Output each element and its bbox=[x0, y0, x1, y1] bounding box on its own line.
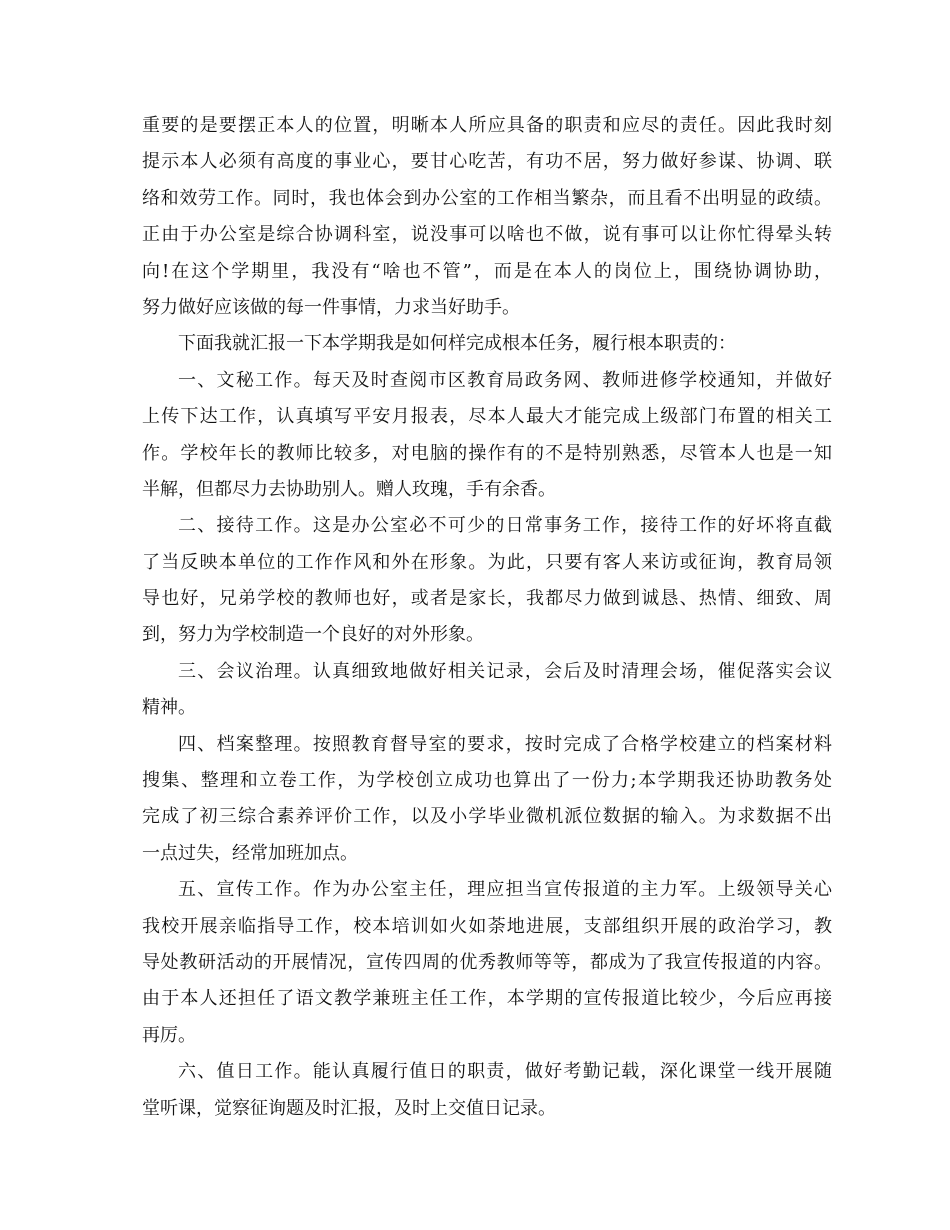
text-line: 到，努力为学校制造一个良好的对外形象。 bbox=[142, 624, 484, 646]
paragraph bbox=[142, 1054, 832, 1127]
text-line: 三、会议治理。认真细致地做好相关记录，会后及时清理会场，催促落实会议 bbox=[178, 660, 832, 682]
text-line: 正由于办公室是综合协调科室，说没事可以啥也不做，说有事可以让你忙得晕头转 bbox=[142, 224, 832, 246]
text-line: 半解，但都尽力去协助别人。赠人玫瑰，手有余香。 bbox=[142, 478, 556, 500]
text-line: 导处教研活动的开展情况，宣传四周的优秀教师等等，都成为了我宣传报道的内容。 bbox=[142, 951, 832, 973]
text-line: 努力做好应该做的每一件事情，力求当好助手。 bbox=[142, 296, 520, 318]
text-line: 搜集、整理和立卷工作，为学校创立成功也算出了一份力;本学期我还协助教务处 bbox=[142, 770, 832, 792]
paragraph bbox=[142, 654, 832, 727]
text-line: 作。学校年长的教师比较多，对电脑的操作有的不是特别熟悉，尽管本人也是一知 bbox=[142, 442, 832, 464]
text-line: 我校开展亲临指导工作，校本培训如火如荼地进展，支部组织开展的政治学习，教 bbox=[142, 915, 832, 937]
paragraph bbox=[142, 872, 832, 1054]
text-line: 向!在这个学期里，我没有“啥也不管”，而是在本人的岗位上，围绕协调协助， bbox=[142, 260, 832, 282]
text-line: 六、值日工作。能认真履行值日的职责，做好考勤记载，深化课堂一线开展随 bbox=[178, 1061, 832, 1083]
text-line: 一点过失，经常加班加点。 bbox=[142, 842, 358, 864]
text-line: 上传下达工作，认真填写平安月报表，尽本人最大才能完成上级部门布置的相关工 bbox=[142, 406, 832, 428]
text-line: 完成了初三综合素养评价工作，以及小学毕业微机派位数据的输入。为求数据不出 bbox=[142, 806, 832, 828]
text-line: 由于本人还担任了语文教学兼班主任工作，本学期的宣传报道比较少，今后应再接 bbox=[142, 988, 832, 1010]
text-line: 再厉。 bbox=[142, 1024, 196, 1046]
text-line: 络和效劳工作。同时，我也体会到办公室的工作相当繁杂，而且看不出明显的政绩。 bbox=[142, 187, 832, 209]
text-line: 提示本人必须有高度的事业心，要甘心吃苦，有功不居，努力做好参谋、协调、联 bbox=[142, 151, 832, 173]
text-line: 精神。 bbox=[142, 697, 196, 719]
text-line: 堂听课，觉察征询题及时汇报，及时上交值日记录。 bbox=[142, 1097, 556, 1119]
text-line: 五、宣传工作。作为办公室主任，理应担当宣传报道的主力军。上级领导关心 bbox=[178, 879, 832, 901]
text-line: 导也好，兄弟学校的教师也好，或者是家长，我都尽力做到诚恳、热情、细致、周 bbox=[142, 588, 832, 610]
document-body bbox=[142, 108, 832, 1127]
text-line: 了当反映本单位的工作作风和外在形象。为此，只要有客人来访或征询，教育局领 bbox=[142, 551, 832, 573]
text-line: 一、文秘工作。每天及时查阅市区教育局政务网、教师进修学校通知，并做好 bbox=[178, 369, 832, 391]
paragraph bbox=[142, 326, 832, 362]
text-line: 二、接待工作。这是办公室必不可少的日常事务工作，接待工作的好坏将直截 bbox=[178, 515, 832, 537]
text-line: 下面我就汇报一下本学期我是如何样完成根本任务，履行根本职责的： bbox=[178, 333, 736, 355]
paragraph bbox=[142, 508, 832, 654]
paragraph bbox=[142, 363, 832, 509]
paragraph bbox=[142, 108, 832, 326]
paragraph bbox=[142, 727, 832, 873]
text-line: 四、档案整理。按照教育督导室的要求，按时完成了合格学校建立的档案材料 bbox=[178, 733, 832, 755]
text-line: 重要的是要摆正本人的位置，明晰本人所应具备的职责和应尽的责任。因此我时刻 bbox=[142, 115, 832, 136]
